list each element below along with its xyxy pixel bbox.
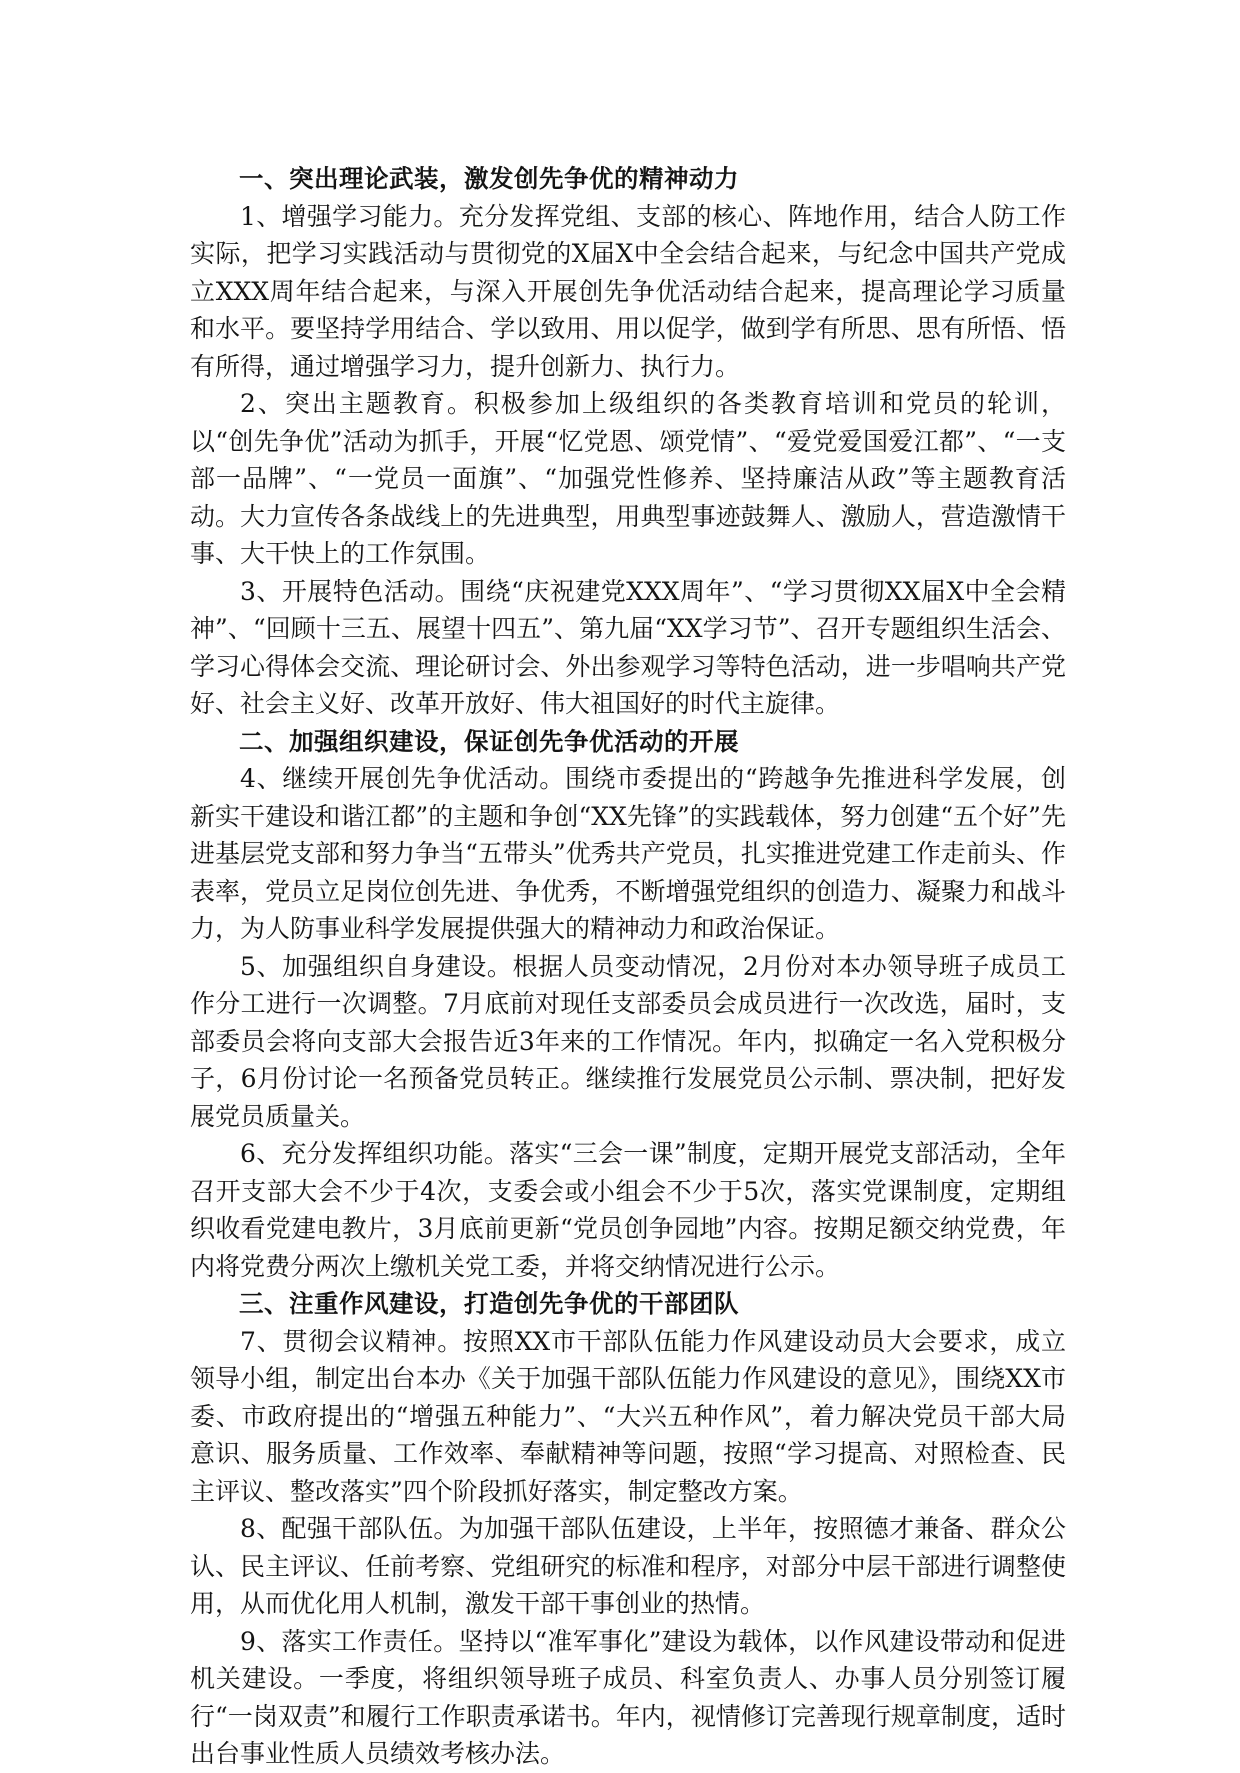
- document-page: [190, 160, 1066, 1773]
- section-heading: 一、突出理论武装，激发创先争优的精神动力: [239, 164, 739, 193]
- paragraph: 8、配强干部队伍。为加强干部队伍建设，上半年，按照德才兼备、群众公认、民主评议、任前考察、党组研究的标准和程序，对部分中层干部进行调整使用，从而优化用人机制，激发干部干事创业的热情。: [190, 1514, 1066, 1618]
- section-heading: 二、加强组织建设，保证创先争优活动的开展: [239, 726, 739, 756]
- paragraph: 7、贯彻会议精神。按照XX市干部队伍能力作风建设动员大会要求，成立领导小组，制定出台本办《关于加强干部队伍能力作风建设的意见》，围绕XX市委、市政府提出的“增强五种能力”、“大兴五种作风”，着力解决党员干部大局意识、服务质量、工作效率、奉献精神等问题，按照“学习提高、对照检查、民主评议、整改落实”四个阶段抓好落实，制定整改方案。: [190, 1326, 1066, 1506]
- paragraph: 9、落实工作责任。坚持以“准军事化”建设为载体，以作风建设带动和促进机关建设。一季度，将组织领导班子成员、科室负责人、办事人员分别签订履行“一岗双责”和履行工作职责承诺书。年内，视情修订完善现行规章制度，适时出台事业性质人员绩效考核办法。: [190, 1626, 1066, 1768]
- paragraph: 5、加强组织自身建设。根据人员变动情况，2月份对本办领导班子成员工作分工进行一次调整。7月底前对现任支部委员会成员进行一次改选，届时，支部委员会将向支部大会报告近3年来的工作情况。年内，拟确定一名入党积极分子，6月份讨论一名预备党员转正。继续推行发展党员公示制、票决制，把好发展党员质量关。: [190, 951, 1066, 1131]
- paragraph: 1、增强学习能力。充分发挥党组、支部的核心、阵地作用，结合人防工作实际，把学习实践活动与贯彻党的X届X中全会结合起来，与纪念中国共产党成立XXX周年结合起来，与深入开展创先争优活动结合起来，提高理论学习质量和水平。要坚持学用结合、学以致用、用以促学，做到学有所思、思有所悟、悟有所得，通过增强学习力，提升创新力、执行力。: [190, 201, 1066, 381]
- section-heading: 三、注重作风建设，打造创先争优的干部团队: [239, 1289, 739, 1318]
- paragraph: 2、突出主题教育。积极参加上级组织的各类教育培训和党员的轮训，以“创先争优”活动为抓手，开展“忆党恩、颂党情”、“爱党爱国爱江都”、“一支部一品牌”、“一党员一面旗”、“加强党性修养、坚持廉洁从政”等主题教育活动。大力宣传各条战线上的先进典型，用典型事迹鼓舞人、激励人，营造激情干事、大干快上的工作氛围。: [190, 389, 1066, 568]
- paragraph: 6、充分发挥组织功能。落实“三会一课”制度，定期开展党支部活动，全年召开支部大会不少于4次，支委会或小组会不少于5次，落实党课制度，定期组织收看党建电教片，3月底前更新“党员创争园地”内容。按期足额交纳党费，年内将党费分两次上缴机关党工委，并将交纳情况进行公示。: [190, 1139, 1066, 1281]
- paragraph: 4、继续开展创先争优活动。围绕市委提出的“跨越争先推进科学发展，创新实干建设和谐江都”的主题和争创“XX先锋”的实践载体，努力创建“五个好”先进基层党支部和努力争当“五带头”优秀共产党员，扎实推进党建工作走前头、作表率，党员立足岗位创先进、争优秀，不断增强党组织的创造力、凝聚力和战斗力，为人防事业科学发展提供强大的精神动力和政治保证。: [190, 764, 1066, 943]
- paragraph: 3、开展特色活动。围绕“庆祝建党XXX周年”、“学习贯彻XX届X中全会精神”、“回顾十三五、展望十四五”、第九届“XX学习节”、召开专题组织生活会、学习心得体会交流、理论研讨会、外出参观学习等特色活动，进一步唱响共产党好、社会主义好、改革开放好、伟大祖国好的时代主旋律。: [190, 576, 1066, 718]
